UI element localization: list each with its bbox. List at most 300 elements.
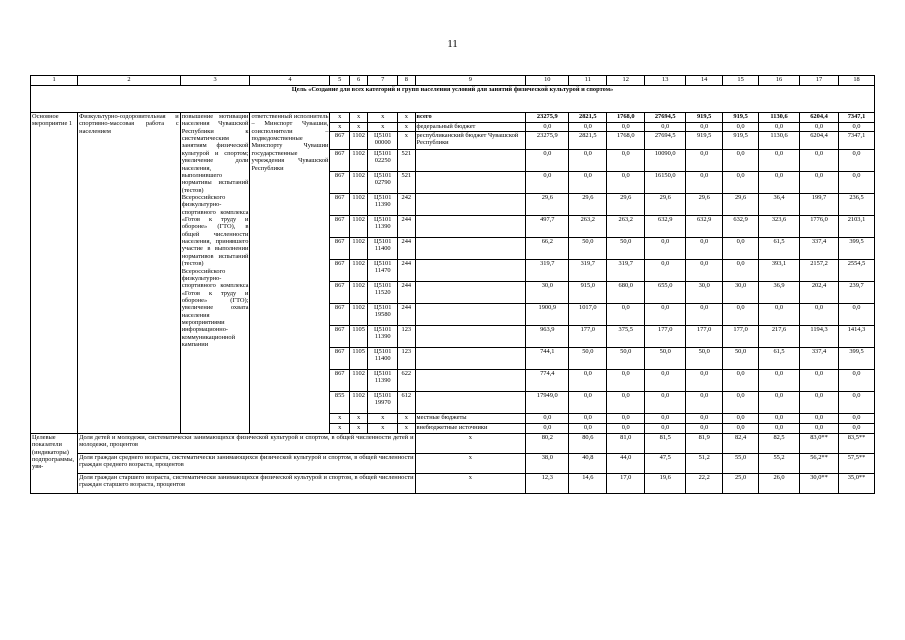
year-value: 0,0 — [800, 172, 839, 194]
column-number: 2 — [78, 76, 181, 86]
year-value: 0,0 — [759, 414, 800, 424]
indicator-value: 25,0 — [723, 474, 759, 494]
year-value: 337,4 — [800, 238, 839, 260]
indicator-value: 81,0 — [607, 434, 645, 454]
indicator-value: 44,0 — [607, 454, 645, 474]
year-value: 50,0 — [686, 348, 723, 370]
code-c7: x — [368, 424, 398, 434]
year-value: 0,0 — [686, 123, 723, 132]
indicator-value: 82,5 — [759, 434, 800, 454]
year-value: 963,9 — [526, 326, 569, 348]
year-value: 0,0 — [723, 424, 759, 434]
code-c5: 867 — [330, 326, 349, 348]
year-value: 0,0 — [839, 172, 875, 194]
year-value: 774,4 — [526, 370, 569, 392]
year-value: 399,5 — [839, 238, 875, 260]
code-c7: x — [368, 113, 398, 123]
year-value: 0,0 — [607, 123, 645, 132]
code-c5: 867 — [330, 370, 349, 392]
year-value: 0,0 — [839, 392, 875, 414]
code-c8: 244 — [398, 216, 415, 238]
funding-source — [415, 260, 526, 282]
year-value: 29,6 — [526, 194, 569, 216]
year-value: 7347,1 — [839, 113, 875, 123]
year-value: 1768,0 — [607, 132, 645, 150]
year-value: 0,0 — [686, 392, 723, 414]
year-value: 0,0 — [569, 123, 607, 132]
year-value: 177,0 — [569, 326, 607, 348]
year-value: 0,0 — [569, 172, 607, 194]
code-c7: x — [368, 414, 398, 424]
year-value: 319,7 — [526, 260, 569, 282]
year-value: 0,0 — [645, 238, 686, 260]
year-value: 0,0 — [569, 370, 607, 392]
indicator-row — [31, 434, 875, 454]
column-number-row — [31, 76, 875, 86]
column-number: 1 — [31, 76, 78, 86]
code-c6: 1105 — [349, 348, 367, 370]
year-value: 0,0 — [569, 414, 607, 424]
year-value: 61,5 — [759, 348, 800, 370]
year-value: 236,5 — [839, 194, 875, 216]
column-number: 4 — [250, 76, 330, 86]
year-value: 23275,9 — [526, 113, 569, 123]
year-value: 0,0 — [607, 150, 645, 172]
year-value: 323,6 — [759, 216, 800, 238]
program-table — [30, 75, 875, 494]
year-value: 29,6 — [607, 194, 645, 216]
column-number: 18 — [839, 76, 875, 86]
indicator-value: 57,5** — [839, 454, 875, 474]
indicator-value: 22,2 — [686, 474, 723, 494]
year-value: 0,0 — [723, 414, 759, 424]
year-value: 319,7 — [569, 260, 607, 282]
column-number: 9 — [415, 76, 526, 86]
year-value: 199,7 — [800, 194, 839, 216]
code-c8: 244 — [398, 304, 415, 326]
indicator-value: 17,0 — [607, 474, 645, 494]
year-value: 0,0 — [759, 424, 800, 434]
code-c8: x — [398, 414, 415, 424]
year-value: 7347,1 — [839, 132, 875, 150]
funding-source: внебюджетные источники — [415, 424, 526, 434]
indicator-value: 56,2** — [800, 454, 839, 474]
funding-source: всего — [415, 113, 526, 123]
year-value: 1017,0 — [569, 304, 607, 326]
year-value: 0,0 — [723, 260, 759, 282]
year-value: 0,0 — [526, 150, 569, 172]
year-value: 0,0 — [645, 123, 686, 132]
funding-source — [415, 238, 526, 260]
code-c6: 1102 — [349, 370, 367, 392]
funding-source — [415, 172, 526, 194]
code-c7: x — [368, 123, 398, 132]
year-value: 0,0 — [800, 424, 839, 434]
code-c6: 1102 — [349, 392, 367, 414]
year-value: 0,0 — [839, 123, 875, 132]
year-value: 0,0 — [645, 370, 686, 392]
code-c8: 521 — [398, 150, 415, 172]
year-value: 10090,0 — [645, 150, 686, 172]
year-value: 0,0 — [686, 304, 723, 326]
year-value: 655,0 — [645, 282, 686, 304]
year-value: 680,0 — [607, 282, 645, 304]
indicator-text: Доля детей и молодежи, систематически занимающихся физической культурой и спортом, в общей численности детей и молодежи, процентов — [78, 434, 415, 454]
code-c7: Ц5101 11520 — [368, 282, 398, 304]
code-c6: 1102 — [349, 238, 367, 260]
year-value: 375,5 — [607, 326, 645, 348]
year-value: 0,0 — [526, 424, 569, 434]
indicators-label: Целевые показатели (индикаторы) подпрограммы, увя- — [31, 434, 78, 494]
code-c6: x — [349, 414, 367, 424]
year-value: 27694,5 — [645, 132, 686, 150]
year-value: 0,0 — [569, 424, 607, 434]
funding-source — [415, 392, 526, 414]
code-c5: x — [330, 424, 349, 434]
code-c6: 1105 — [349, 326, 367, 348]
indicator-value: 81,5 — [645, 434, 686, 454]
indicator-value: 19,6 — [645, 474, 686, 494]
column-number: 16 — [759, 76, 800, 86]
code-c7: Ц5101 02250 — [368, 150, 398, 172]
funding-source — [415, 370, 526, 392]
code-c6: x — [349, 424, 367, 434]
year-value: 399,5 — [839, 348, 875, 370]
year-value: 0,0 — [526, 123, 569, 132]
year-value: 61,5 — [759, 238, 800, 260]
column-number: 3 — [180, 76, 250, 86]
year-value: 0,0 — [569, 150, 607, 172]
column-number: 14 — [686, 76, 723, 86]
year-value: 1194,3 — [800, 326, 839, 348]
year-value: 1776,0 — [800, 216, 839, 238]
year-value: 0,0 — [759, 392, 800, 414]
funding-source: федеральный бюджет — [415, 123, 526, 132]
year-value: 0,0 — [800, 392, 839, 414]
year-value: 0,0 — [839, 304, 875, 326]
code-c8: 612 — [398, 392, 415, 414]
year-value: 919,5 — [723, 132, 759, 150]
code-c6: 1102 — [349, 304, 367, 326]
indicator-text: Доля граждан среднего возраста, систематически занимающихся физической культурой и спортом, в общей численности граждан среднего возраста, процентов — [78, 454, 415, 474]
year-value: 17949,0 — [526, 392, 569, 414]
indicator-value: 47,5 — [645, 454, 686, 474]
year-value: 393,1 — [759, 260, 800, 282]
year-value: 30,0 — [686, 282, 723, 304]
year-value: 0,0 — [569, 392, 607, 414]
year-value: 6204,4 — [800, 113, 839, 123]
indicator-value: 81,9 — [686, 434, 723, 454]
year-value: 0,0 — [645, 414, 686, 424]
year-value: 0,0 — [686, 172, 723, 194]
year-value: 23275,9 — [526, 132, 569, 150]
year-value: 632,9 — [645, 216, 686, 238]
indicator-value: 82,4 — [723, 434, 759, 454]
year-value: 337,4 — [800, 348, 839, 370]
indicator-row — [31, 454, 875, 474]
year-value: 2103,1 — [839, 216, 875, 238]
page-number: 11 — [447, 38, 458, 50]
code-c6: 1102 — [349, 194, 367, 216]
code-c7: Ц5101 19580 — [368, 304, 398, 326]
code-c5: 867 — [330, 172, 349, 194]
year-value: 0,0 — [686, 238, 723, 260]
code-c7: Ц5101 11390 — [368, 216, 398, 238]
indicator-value: 83,0** — [800, 434, 839, 454]
year-value: 919,5 — [686, 113, 723, 123]
year-value: 0,0 — [800, 150, 839, 172]
column-number: 15 — [723, 76, 759, 86]
year-value: 632,9 — [686, 216, 723, 238]
funding-source — [415, 326, 526, 348]
code-c5: x — [330, 414, 349, 424]
year-value: 66,2 — [526, 238, 569, 260]
year-value: 50,0 — [607, 238, 645, 260]
year-value: 1900,9 — [526, 304, 569, 326]
indicator-value: 26,0 — [759, 474, 800, 494]
indicator-text: Доля граждан старшего возраста, систематически занимающихся физической культурой и спортом, в общей численности граждан старшего возраста, процентов — [78, 474, 415, 494]
indicator-value: 80,6 — [569, 434, 607, 454]
year-value: 16150,0 — [645, 172, 686, 194]
column-number: 13 — [645, 76, 686, 86]
code-c6: x — [349, 113, 367, 123]
code-c7: Ц5101 11470 — [368, 260, 398, 282]
year-value: 0,0 — [800, 304, 839, 326]
column-number: 12 — [607, 76, 645, 86]
year-value: 202,4 — [800, 282, 839, 304]
funding-source — [415, 150, 526, 172]
year-value: 1130,6 — [759, 132, 800, 150]
column-number: 5 — [330, 76, 349, 86]
code-c6: 1102 — [349, 260, 367, 282]
year-value: 50,0 — [723, 348, 759, 370]
year-value: 0,0 — [723, 392, 759, 414]
column-number: 8 — [398, 76, 415, 86]
year-value: 0,0 — [759, 172, 800, 194]
year-value: 0,0 — [759, 304, 800, 326]
code-c6: x — [349, 123, 367, 132]
code-c5: 867 — [330, 348, 349, 370]
year-value: 177,0 — [723, 326, 759, 348]
code-c5: x — [330, 123, 349, 132]
year-value: 0,0 — [759, 370, 800, 392]
code-c6: 1102 — [349, 132, 367, 150]
code-c5: 855 — [330, 392, 349, 414]
year-value: 0,0 — [759, 123, 800, 132]
funding-source — [415, 304, 526, 326]
code-c8: 244 — [398, 260, 415, 282]
funding-source: местные бюджеты — [415, 414, 526, 424]
year-value: 50,0 — [569, 348, 607, 370]
year-value: 177,0 — [645, 326, 686, 348]
code-c6: 1102 — [349, 150, 367, 172]
column-number: 7 — [368, 76, 398, 86]
year-value: 239,7 — [839, 282, 875, 304]
block-col2: Физкультурно-оздоровительная и спортивно-массовая работа с населением — [78, 113, 181, 434]
year-value: 0,0 — [607, 414, 645, 424]
code-c8: 622 — [398, 370, 415, 392]
year-value: 319,7 — [607, 260, 645, 282]
year-value: 0,0 — [645, 304, 686, 326]
year-value: 1414,3 — [839, 326, 875, 348]
year-value: 915,0 — [569, 282, 607, 304]
goal-title: Цель «Создание для всех категорий и групп населения условий для занятий физической культурой и спортом» — [31, 86, 875, 113]
year-value: 36,4 — [759, 194, 800, 216]
column-number: 17 — [800, 76, 839, 86]
year-value: 0,0 — [800, 123, 839, 132]
year-value: 0,0 — [645, 424, 686, 434]
block-col3: повышение мотивации населения Чувашской Республики к систематическим занятиям физической культурой и спортом; увеличение доли населения, выполнившего нормативы испытаний (тестов) Всероссийского физкультурно-спортивного комплекса «Готов к труду и обороне» (ГТО), в общей численности населения, принявшего участие в выполнении нормативов испытаний (тестов) Всероссийского физкультурно-спортивного комплекса «Готов к труду и обороне» (ГТО); увеличение охвата населения мероприятиями информационно-коммуникационной кампании — [180, 113, 250, 434]
year-value: 1768,0 — [607, 113, 645, 123]
code-c8: 123 — [398, 348, 415, 370]
year-value: 919,5 — [723, 113, 759, 123]
year-value: 0,0 — [686, 414, 723, 424]
indicator-value: 12,3 — [526, 474, 569, 494]
year-value: 0,0 — [607, 424, 645, 434]
year-value: 0,0 — [839, 424, 875, 434]
indicator-value: 30,0** — [800, 474, 839, 494]
year-value: 30,0 — [526, 282, 569, 304]
year-value: 0,0 — [645, 392, 686, 414]
year-value: 2157,2 — [800, 260, 839, 282]
year-value: 497,7 — [526, 216, 569, 238]
year-value: 0,0 — [686, 150, 723, 172]
year-value: 0,0 — [759, 150, 800, 172]
funding-source: республиканский бюджет Чувашской Республики — [415, 132, 526, 150]
indicator-value: 14,6 — [569, 474, 607, 494]
year-value: 0,0 — [686, 260, 723, 282]
column-number: 11 — [569, 76, 607, 86]
code-c8: 242 — [398, 194, 415, 216]
code-c8: 244 — [398, 238, 415, 260]
code-c8: 244 — [398, 282, 415, 304]
code-c8: 123 — [398, 326, 415, 348]
code-c6: 1102 — [349, 282, 367, 304]
code-c7: Ц5101 11390 — [368, 194, 398, 216]
year-value: 0,0 — [645, 260, 686, 282]
year-value: 0,0 — [839, 150, 875, 172]
year-value: 0,0 — [686, 370, 723, 392]
funding-source — [415, 348, 526, 370]
year-value: 6204,4 — [800, 132, 839, 150]
year-value: 0,0 — [723, 238, 759, 260]
year-value: 263,2 — [607, 216, 645, 238]
indicator-value: 38,0 — [526, 454, 569, 474]
year-value: 0,0 — [723, 172, 759, 194]
year-value: 50,0 — [607, 348, 645, 370]
code-c8: 521 — [398, 172, 415, 194]
year-value: 0,0 — [607, 392, 645, 414]
year-value: 0,0 — [723, 370, 759, 392]
code-c5: 867 — [330, 150, 349, 172]
year-value: 0,0 — [607, 304, 645, 326]
year-value: 0,0 — [723, 123, 759, 132]
year-value: 217,6 — [759, 326, 800, 348]
code-c7: Ц5101 11390 — [368, 370, 398, 392]
code-c5: x — [330, 113, 349, 123]
year-value: 29,6 — [645, 194, 686, 216]
year-value: 0,0 — [800, 370, 839, 392]
year-value: 744,1 — [526, 348, 569, 370]
indicator-value: 55,0 — [723, 454, 759, 474]
year-value: 2554,5 — [839, 260, 875, 282]
code-c5: 867 — [330, 132, 349, 150]
year-value: 0,0 — [839, 370, 875, 392]
year-value: 0,0 — [800, 414, 839, 424]
code-c5: 867 — [330, 194, 349, 216]
year-value: 0,0 — [723, 304, 759, 326]
year-value: 0,0 — [526, 414, 569, 424]
code-c6: 1102 — [349, 216, 367, 238]
code-c7: Ц5101 11390 — [368, 326, 398, 348]
code-c7: Ц5101 11400 — [368, 238, 398, 260]
budget-row — [31, 113, 875, 123]
code-c8: x — [398, 132, 415, 150]
column-number: 6 — [349, 76, 367, 86]
year-value: 0,0 — [526, 172, 569, 194]
year-value: 2821,5 — [569, 113, 607, 123]
year-value: 50,0 — [569, 238, 607, 260]
indicator-x: x — [415, 434, 526, 454]
year-value: 632,9 — [723, 216, 759, 238]
code-c6: 1102 — [349, 172, 367, 194]
year-value: 27694,5 — [645, 113, 686, 123]
block-col4: ответственный исполнитель – Минспорт Чувашии, соисполнители – подведомственные Минспорту Чувашии государственные учреждения Чувашской Республики — [250, 113, 330, 434]
column-number: 10 — [526, 76, 569, 86]
indicator-value: 80,2 — [526, 434, 569, 454]
code-c7: Ц5101 19970 — [368, 392, 398, 414]
funding-source — [415, 216, 526, 238]
block-col1: Основное мероприятие 1 — [31, 113, 78, 434]
code-c8: x — [398, 424, 415, 434]
indicator-value: 35,0** — [839, 474, 875, 494]
year-value: 0,0 — [607, 370, 645, 392]
code-c7: Ц5101 00000 — [368, 132, 398, 150]
year-value: 1130,6 — [759, 113, 800, 123]
year-value: 50,0 — [645, 348, 686, 370]
year-value: 177,0 — [686, 326, 723, 348]
year-value: 29,6 — [569, 194, 607, 216]
code-c5: 867 — [330, 238, 349, 260]
indicator-value: 83,5** — [839, 434, 875, 454]
year-value: 0,0 — [607, 172, 645, 194]
indicator-value: 51,2 — [686, 454, 723, 474]
year-value: 0,0 — [839, 414, 875, 424]
year-value: 36,9 — [759, 282, 800, 304]
year-value: 30,0 — [723, 282, 759, 304]
year-value: 2821,5 — [569, 132, 607, 150]
indicator-x: x — [415, 454, 526, 474]
goal-row — [31, 86, 875, 113]
indicator-row — [31, 474, 875, 494]
code-c7: Ц5101 02790 — [368, 172, 398, 194]
year-value: 29,6 — [686, 194, 723, 216]
funding-source — [415, 282, 526, 304]
year-value: 263,2 — [569, 216, 607, 238]
code-c7: Ц5101 11400 — [368, 348, 398, 370]
indicator-value: 40,8 — [569, 454, 607, 474]
code-c5: 867 — [330, 282, 349, 304]
code-c5: 867 — [330, 260, 349, 282]
indicator-x: x — [415, 474, 526, 494]
code-c8: x — [398, 123, 415, 132]
funding-source — [415, 194, 526, 216]
year-value: 0,0 — [686, 424, 723, 434]
year-value: 919,5 — [686, 132, 723, 150]
code-c5: 867 — [330, 216, 349, 238]
year-value: 29,6 — [723, 194, 759, 216]
code-c5: 867 — [330, 304, 349, 326]
